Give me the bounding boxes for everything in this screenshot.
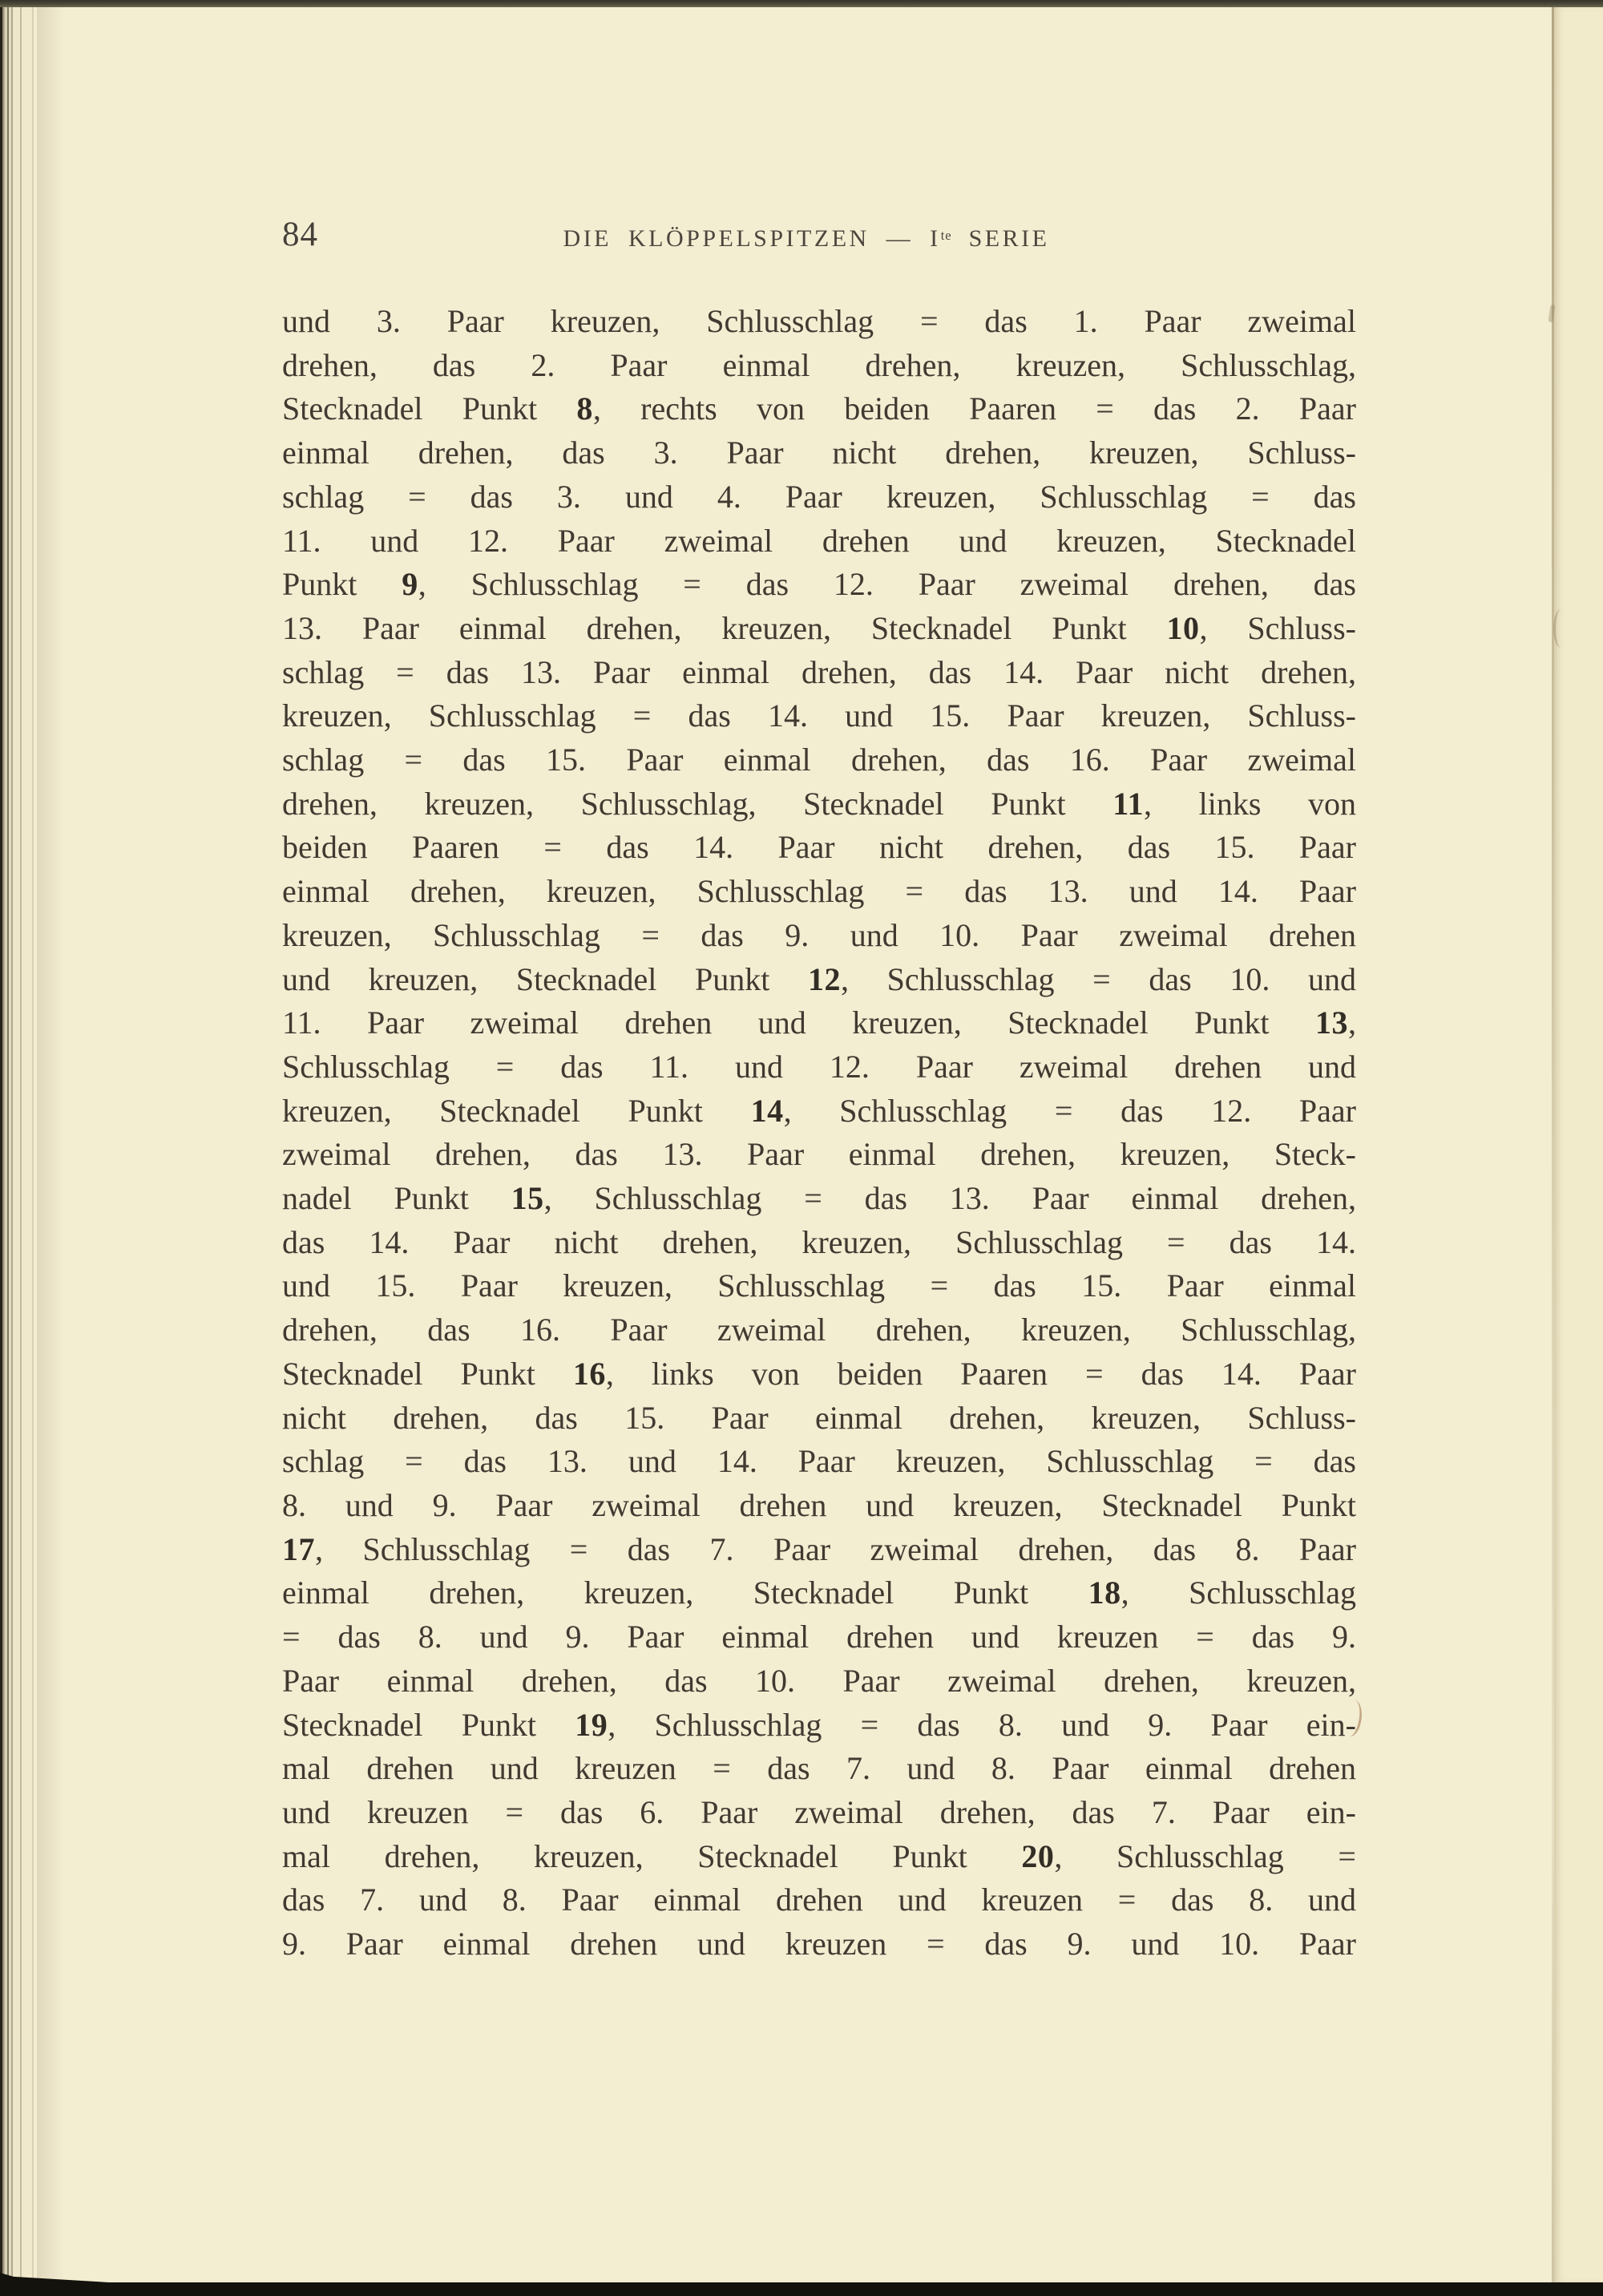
text-segment: drehen, das 2. Paar einmal drehen, kreuzen, Schlusschlag, [282,346,1356,383]
text-line [282,651,1356,695]
pin-point-number: 13 [1315,1004,1348,1041]
text-segment: , Schlusschlag = das 13. Paar einmal drehen, [543,1180,1356,1217]
under-page-edge [1554,7,1603,2282]
text-line [282,1177,1356,1221]
text-line [282,1264,1356,1308]
text-line [282,1791,1356,1835]
text-segment: = das 8. und 9. Paar einmal drehen und kreuzen = das 9. [282,1619,1356,1655]
pin-point-number: 14 [750,1092,784,1129]
text-segment: und kreuzen = das 6. Paar zweimal drehen, das 7. Paar ein- [282,1793,1356,1830]
text-segment: 13. Paar einmal drehen, kreuzen, Stecknadel Punkt [282,609,1167,646]
pin-point-number: 11 [1112,785,1144,822]
text-line [282,1221,1356,1265]
text-line [282,694,1356,738]
text-segment: beiden Paaren = das 14. Paar nicht drehen, das 15. Paar [282,829,1356,866]
text-segment: , Schluss- [1199,609,1356,646]
text-segment: 11. und 12. Paar zweimal drehen und kreuzen, Stecknadel [282,522,1356,559]
page-number: 84 [282,216,318,253]
text-line [282,475,1356,519]
text-line [282,1397,1356,1441]
text-line [282,1571,1356,1615]
text-line [282,431,1356,475]
text-line [282,1308,1356,1352]
text-segment: nicht drehen, das 15. Paar einmal drehen, kreuzen, Schluss- [282,1399,1356,1436]
text-line [282,1045,1356,1089]
pin-point-number: 10 [1166,609,1200,646]
pin-point-number: 18 [1088,1574,1121,1611]
book-bottom-edge [0,2282,1603,2296]
text-line [282,387,1356,431]
pin-point-number: 19 [575,1706,608,1743]
text-segment: drehen, das 16. Paar zweimal drehen, kreuzen, Schlusschlag, [282,1312,1356,1348]
text-segment: Stecknadel Punkt [282,1355,573,1392]
text-segment: schlag = das 13. und 14. Paar kreuzen, Schlusschlag = das [282,1443,1356,1480]
text-segment: , Schlusschlag = das 8. und 9. Paar ein- [608,1706,1356,1743]
text-segment: , [1348,1004,1356,1041]
text-segment: kreuzen, Schlusschlag = das 9. und 10. Paar zweimal drehen [282,916,1356,953]
text-segment: , links von beiden Paaren = das 14. Paar [605,1355,1356,1392]
text-segment: drehen, kreuzen, Schlusschlag, Stecknadel Punkt [282,785,1113,822]
text-segment: kreuzen, Schlusschlag = das 14. und 15. Paar kreuzen, Schluss- [282,697,1356,734]
text-segment: das 7. und 8. Paar einmal drehen und kreuzen = das 8. und [282,1882,1356,1918]
text-line [282,1352,1356,1397]
text-line [282,1001,1356,1045]
gutter-shadow [37,7,64,2282]
text-line [282,1089,1356,1134]
text-line [282,1747,1356,1791]
page-edge-crease [1552,7,1554,2284]
text-line [282,1440,1356,1484]
paper-smudge [1553,609,1569,648]
running-header-superscript: te [940,227,952,243]
text-line [282,519,1356,564]
pin-point-number: 16 [572,1355,606,1392]
text-segment: Punkt [282,566,402,603]
text-segment: schlag = das 15. Paar einmal drehen, das 16. Paar zweimal [282,742,1356,778]
text-segment: schlag = das 13. Paar einmal drehen, das 14. Paar nicht drehen, [282,653,1356,690]
text-segment: , Schlusschlag = das 7. Paar zweimal drehen, das 8. Paar [315,1530,1356,1567]
text-line [282,958,1356,1002]
text-segment: , Schlusschlag = [1054,1837,1356,1874]
text-segment: nadel Punkt [282,1180,511,1217]
text-segment: Paar einmal drehen, das 10. Paar zweimal drehen, kreuzen, [282,1662,1356,1699]
text-segment: , Schlusschlag [1120,1574,1356,1611]
text-line [282,1922,1356,1967]
text-segment: , Schlusschlag = das 12. Paar [783,1092,1356,1129]
text-line [282,1704,1356,1748]
text-line [282,1133,1356,1177]
text-segment: kreuzen, Stecknadel Punkt [282,1092,751,1129]
text-line [282,870,1356,914]
text-segment: , rechts von beiden Paaren = das 2. Paar [592,390,1356,427]
text-line [282,300,1356,344]
text-line [282,1659,1356,1704]
text-line [282,782,1356,827]
text-line [282,563,1356,607]
text-segment: , Schlusschlag = das 12. Paar zweimal drehen, das [418,566,1356,603]
text-segment: 8. und 9. Paar zweimal drehen und kreuzen, Stecknadel Punkt [282,1486,1356,1523]
text-line [282,1528,1356,1572]
text-segment: einmal drehen, kreuzen, Stecknadel Punkt [282,1574,1088,1611]
pin-point-number: 17 [282,1530,315,1567]
body-text [282,300,1356,1967]
pin-point-number: 12 [808,960,842,997]
text-segment: Stecknadel Punkt [282,1706,575,1743]
running-header-tail: SERIE [968,225,1050,252]
text-line [282,1835,1356,1879]
text-segment: das 14. Paar nicht drehen, kreuzen, Schlusschlag = das 14. [282,1223,1356,1260]
text-line [282,1484,1356,1528]
pin-point-number: 15 [511,1180,544,1217]
text-line [282,607,1356,651]
text-segment: schlag = das 3. und 4. Paar kreuzen, Schlusschlag = das [282,478,1356,515]
running-header [282,225,1330,253]
text-line [282,344,1356,388]
pin-point-number: 8 [576,390,593,427]
book-gutter-page-stack [0,7,37,2282]
text-segment: und kreuzen, Stecknadel Punkt [282,960,809,997]
text-line [282,826,1356,870]
text-segment: und 3. Paar kreuzen, Schlusschlag = das 1. Paar zweimal [282,303,1356,339]
text-segment: mal drehen, kreuzen, Stecknadel Punkt [282,1837,1022,1874]
text-segment: 11. Paar zweimal drehen und kreuzen, Stecknadel Punkt [282,1004,1315,1041]
text-segment: einmal drehen, das 3. Paar nicht drehen, kreuzen, Schluss- [282,435,1356,471]
text-line [282,1615,1356,1659]
text-segment: zweimal drehen, das 13. Paar einmal drehen, kreuzen, Steck- [282,1136,1356,1173]
text-line [282,738,1356,782]
text-segment: Schlusschlag = das 11. und 12. Paar zweimal drehen und [282,1048,1356,1085]
book-top-edge [0,0,1603,7]
text-segment: 9. Paar einmal drehen und kreuzen = das 9. und 10. Paar [282,1926,1356,1963]
pin-point-number: 9 [402,566,418,603]
pin-point-number: 20 [1021,1837,1055,1874]
running-header-main: DIE KLÖPPELSPITZEN — I [563,225,941,252]
text-line [282,914,1356,958]
text-segment: , Schlusschlag = das 10. und [841,960,1356,997]
text-segment: einmal drehen, kreuzen, Schlusschlag = das 13. und 14. Paar [282,873,1356,910]
text-segment: , links von [1143,785,1357,822]
text-line [282,1878,1356,1922]
text-segment: Stecknadel Punkt [282,390,577,427]
text-segment: und 15. Paar kreuzen, Schlusschlag = das 15. Paar einmal [282,1267,1356,1304]
text-segment: mal drehen und kreuzen = das 7. und 8. Paar einmal drehen [282,1750,1356,1787]
